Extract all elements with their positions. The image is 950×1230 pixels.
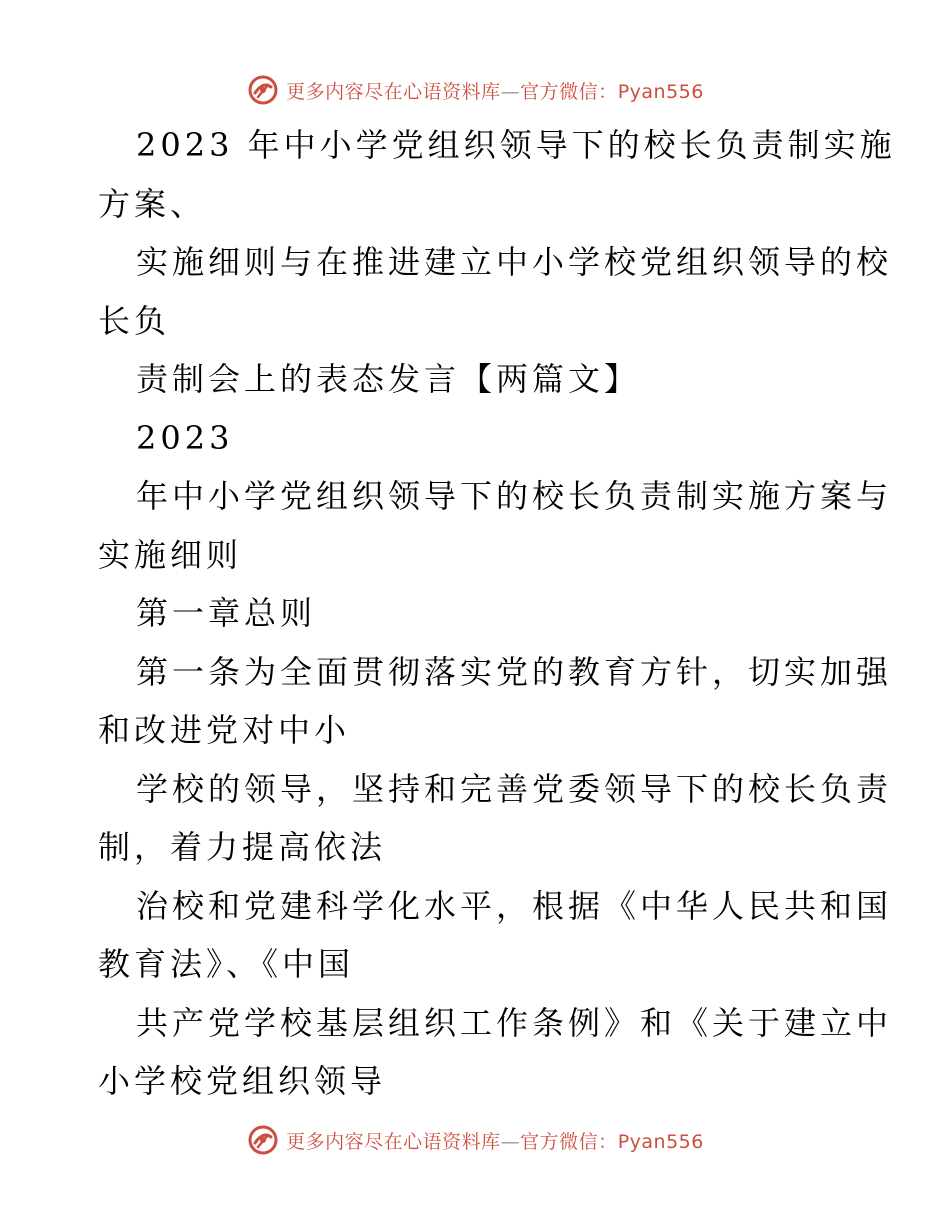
watermark-wechat-id: Pyan556: [617, 1130, 704, 1153]
text-line: 责制会上的表态发言【两篇文】: [136, 360, 641, 398]
red-ribbon-seal-icon: [246, 1123, 280, 1157]
text-line: 小学校党组织领导: [98, 1062, 387, 1100]
red-ribbon-seal-icon: [246, 73, 280, 107]
text-line: 治校和党建科学化水平，根据《中华人民共和国: [136, 886, 893, 925]
text-line: 方案、: [98, 184, 207, 223]
watermark-banner-top: [0, 70, 950, 110]
text-line: 第一条为全面贯彻落实党的教育方针，切实加强: [136, 652, 893, 691]
text-line: 2023 年中小学党组织领导下的校长负责制实施: [136, 126, 896, 164]
watermark-separator: —: [500, 80, 521, 103]
watermark-banner-bottom: [0, 1120, 950, 1160]
text-line: 教育法》、《中国: [98, 945, 355, 983]
watermark-wechat-id: Pyan556: [617, 80, 704, 103]
text-line: 学校的领导，坚持和完善党委领导下的校长负责: [136, 769, 893, 808]
text-line: 实施细则与在推进建立中小学校党组织领导的校: [136, 243, 893, 281]
text-line: 长负: [98, 301, 171, 340]
watermark-site-text: 更多内容尽在心语资料库: [286, 80, 501, 103]
text-line: 2023: [136, 418, 234, 457]
text-line: 年中小学党组织领导下的校长负责制实施方案与: [136, 477, 893, 515]
text-line: 和改进党对中小: [98, 711, 351, 749]
document-body: [98, 116, 896, 1111]
watermark-wechat-label: 官方微信：: [520, 1130, 618, 1153]
text-line: 共产党学校基层组织工作条例》和《关于建立中: [136, 1003, 893, 1042]
watermark-text: [286, 1127, 704, 1154]
text-line: 第一章总则: [136, 594, 317, 632]
watermark-wechat-label: 官方微信：: [520, 80, 618, 103]
watermark-separator: —: [500, 1130, 521, 1153]
watermark-text: [286, 77, 704, 104]
watermark-site-text: 更多内容尽在心语资料库: [286, 1130, 501, 1153]
text-line: 实施细则: [98, 535, 243, 574]
text-line: 制，着力提高依法: [98, 828, 387, 866]
